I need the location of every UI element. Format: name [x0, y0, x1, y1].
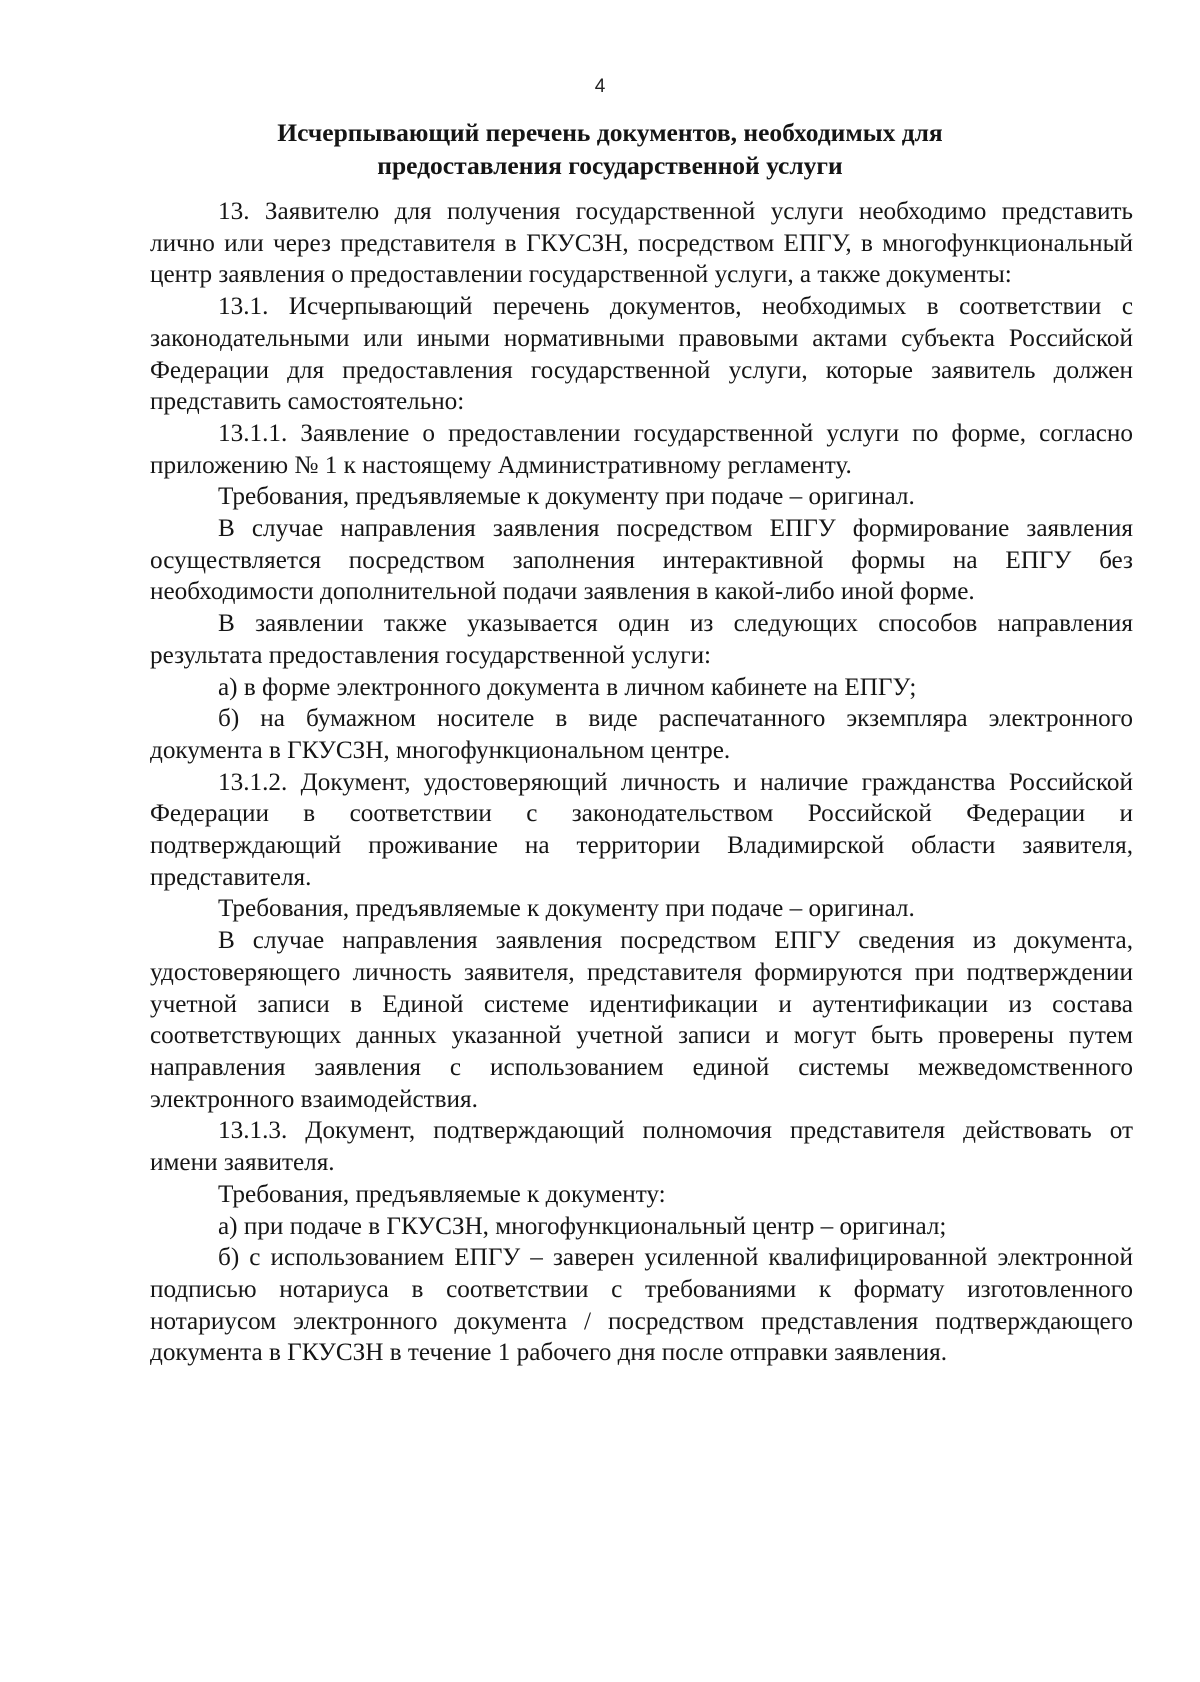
list-item-a-2: а) при подаче в ГКУСЗН, многофункциональный центр – оригинал;	[218, 1212, 947, 1240]
document-body	[150, 196, 1133, 1369]
paragraph-13-1-2: 13.1.2. Документ, удостоверяющий личность и наличие гражданства Российской Федерации в соответствии с законодательством Российской Федерации и подтверждающий проживание на территории Владимирской области заявителя, представителя.	[150, 768, 1133, 891]
paragraph-requirements-3: Требования, предъявляемые к документу:	[218, 1180, 666, 1208]
list-item-b-2: б) с использованием ЕПГУ – заверен усиленной квалифицированной электронной подписью нотариуса в соответствии с требованиями к формату изготовленного нотариусом электронного документа / посредством представления подтверждающего документа в ГКУСЗН в течение 1 рабочего дня после отправки заявления.	[150, 1244, 1133, 1367]
paragraph-epgu-form: В случае направления заявления посредством ЕПГУ формирование заявления осуществляется посредством заполнения интерактивной формы на ЕПГУ без необходимости дополнительной подачи заявления в какой-либо иной форме.	[150, 515, 1133, 606]
paragraph-requirements-1: Требования, предъявляемые к документу при подаче – оригинал.	[218, 483, 915, 511]
list-item-a-1: а) в форме электронного документа в личном кабинете на ЕПГУ;	[218, 673, 917, 701]
section-heading	[180, 116, 1040, 182]
paragraph-epgu-identity: В случае направления заявления посредством ЕПГУ сведения из документа, удостоверяющего личность заявителя, представителя формируются при подтверждении учетной записи в Единой системе идентификации и аутентификации из состава соответствующих данных указанной учетной записи и могут быть проверены путем направления заявления с использованием единой системы межведомственного электронного взаимодействия.	[150, 927, 1133, 1113]
heading-line-2: предоставления государственной услуги	[377, 151, 843, 180]
heading-line-1: Исчерпывающий перечень документов, необходимых для	[277, 118, 943, 147]
page-number: 4	[594, 76, 606, 97]
list-item-b-1: б) на бумажном носителе в виде распечатанного экземпляра электронного документа в ГКУСЗН, многофункциональном центре.	[150, 705, 1133, 764]
paragraph-13-1-1: 13.1.1. Заявление о предоставлении государственной услуги по форме, согласно приложению № 1 к настоящему Административному регламенту.	[150, 419, 1133, 479]
paragraph-13-1-3: 13.1.3. Документ, подтверждающий полномочия представителя действовать от имени заявителя.	[150, 1117, 1133, 1177]
paragraph-13-1: 13.1. Исчерпывающий перечень документов, необходимых в соответствии с законодательными или иными нормативными правовыми актами субъекта Российской Федерации для предоставления государственной услуги, которые заявитель должен представить самостоятельно:	[150, 293, 1133, 416]
paragraph-13: 13. Заявителю для получения государственной услуги необходимо представить лично или через представителя в ГКУСЗН, посредством ЕПГУ, в многофункциональный центр заявления о предоставлении государственной услуги, а также документы:	[150, 198, 1133, 289]
paragraph-requirements-2: Требования, предъявляемые к документу при подаче – оригинал.	[218, 895, 915, 923]
paragraph-result-methods: В заявлении также указывается один из следующих способов направления результата предоставления государственной услуги:	[150, 610, 1133, 669]
